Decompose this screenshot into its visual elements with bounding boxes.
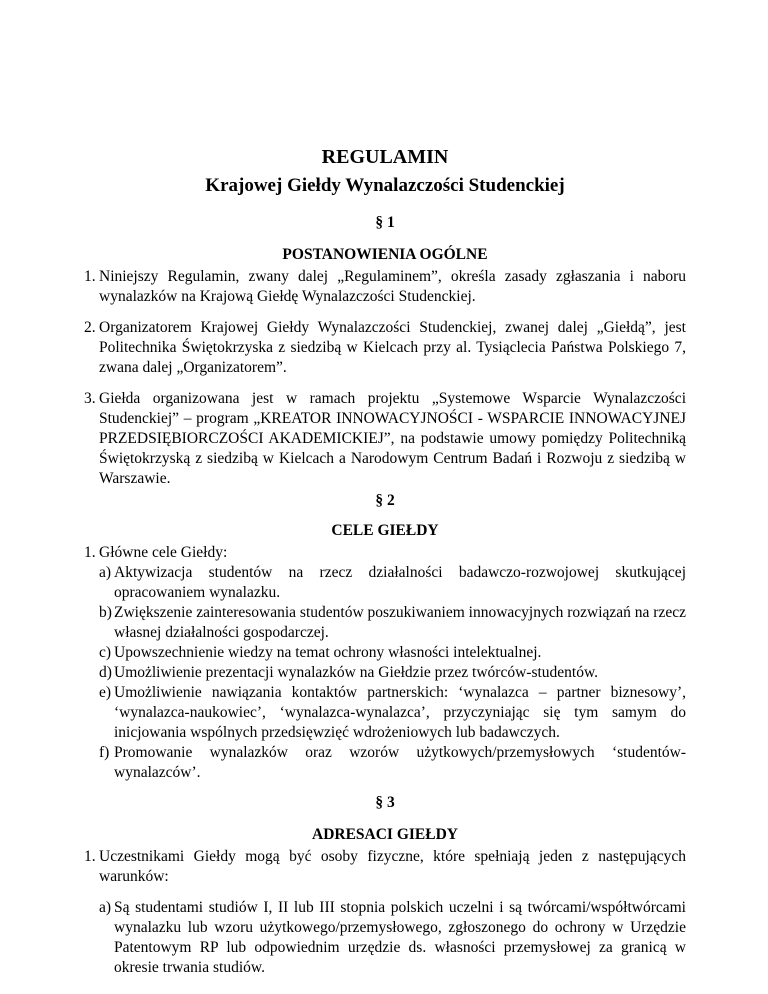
item-text: Umożliwienie prezentacji wynalazków na Giełdzie przez twórców-studentów. — [114, 664, 599, 681]
item-letter: c) — [99, 644, 112, 661]
section-mark: § 3 — [375, 794, 395, 811]
section-mark: § 2 — [375, 492, 395, 509]
item-text: Niniejszy Regulamin, zwany dalej „Regulaminem”, określa zasady zgłaszania i naboru wynalazków na Krajową Giełdę Wynalazczości Studenckiej. — [99, 268, 686, 305]
item-text: Aktywizacja studentów na rzecz działalności badawczo-rozwojowej skutkującej opracowaniem wynalazku. — [114, 564, 686, 601]
item-letter: d) — [99, 664, 112, 681]
item-letter: f) — [99, 744, 110, 761]
item-text: Zwiększenie zainteresowania studentów poszukiwaniem innowacyjnych rozwiązań na rzecz własnej działalności gospodarczej. — [114, 604, 686, 641]
item-number: 2. — [84, 319, 96, 336]
numbered-item — [84, 543, 686, 563]
item-number: 1. — [84, 544, 96, 561]
item-text: Są studentami studiów I, II lub III stopnia polskich uczelni i są twórcami/współtwórcami wynalazku lub wzoru użytkowego/przemysłowego, zgłoszonego do ochrony w Urzędzie Patentowym RP lub odpowiednim urzędzie ds. własności przemysłowej za granicą w okresie trwania studiów. — [114, 899, 686, 976]
document-content — [84, 145, 686, 978]
item-number: 3. — [84, 390, 96, 407]
document-title: REGULAMIN — [321, 146, 449, 168]
section-1 — [84, 213, 686, 489]
item-letter: e) — [99, 684, 112, 701]
numbered-item — [84, 847, 686, 887]
sub-list — [84, 563, 686, 783]
item-letter: b) — [99, 604, 112, 621]
list-item — [84, 683, 686, 743]
item-letter: a) — [99, 564, 112, 581]
item-text: Główne cele Giełdy: — [99, 544, 228, 561]
item-text: Organizatorem Krajowej Giełdy Wynalazczości Studenckiej, zwanej dalej „Giełdą”, jest Politechnika Świętokrzyska z siedzibą w Kielcach przy al. Tysiąclecia Państwa Polskiego 7, zwana dalej „Organizatorem”. — [99, 319, 686, 376]
numbered-item — [84, 318, 686, 378]
numbered-item — [84, 389, 686, 489]
list-item — [84, 663, 686, 683]
document-subtitle: Krajowej Giełdy Wynalazczości Studenckiej — [205, 175, 565, 196]
item-number: 1. — [84, 268, 96, 285]
list-item — [84, 643, 686, 663]
sub-list — [84, 898, 686, 978]
item-text: Giełda organizowana jest w ramach projektu „Systemowe Wsparcie Wynalazczości Studenckiej” – program „KREATOR INNOWACYJNOŚCI - WSPARCIE INNOWACYJNEJ PRZEDSIĘBIORCZOŚCI AKADEMICKIEJ”, na podstawie umowy pomiędzy Politechniką Świętokrzyską z siedzibą w Kielcach a Narodowym Centrum Badań i Rozwoju z siedzibą w Warszawie. — [99, 390, 686, 487]
list-item — [84, 563, 686, 603]
section-heading: ADRESACI GIEŁDY — [312, 826, 458, 843]
section-2 — [84, 491, 686, 783]
item-number: 1. — [84, 848, 96, 865]
item-text: Promowanie wynalazków oraz wzorów użytkowych/przemysłowych ‘studentów-wynalazców’. — [114, 744, 686, 781]
section-mark: § 1 — [375, 214, 395, 231]
section-heading: POSTANOWIENIA OGÓLNE — [282, 246, 488, 263]
item-text: Umożliwienie nawiązania kontaktów partnerskich: ‘wynalazca – partner biznesowy’, ‘wynalazca-naukowiec’, ‘wynalazca-wynalazca’, przyczyniając się tym samym do inicjowania wspólnych przedsięwzięć wdrożeniowych lub badawczych. — [114, 684, 686, 741]
list-item — [84, 898, 686, 978]
item-text: Upowszechnienie wiedzy na temat ochrony własności intelektualnej. — [114, 644, 542, 661]
list-item — [84, 743, 686, 783]
section-heading: CELE GIEŁDY — [331, 522, 439, 539]
numbered-item — [84, 267, 686, 307]
item-text: Uczestnikami Giełdy mogą być osoby fizyczne, które spełniają jeden z następujących warunków: — [99, 848, 686, 885]
section-3 — [84, 793, 686, 978]
list-item — [84, 603, 686, 643]
item-letter: a) — [99, 899, 112, 916]
